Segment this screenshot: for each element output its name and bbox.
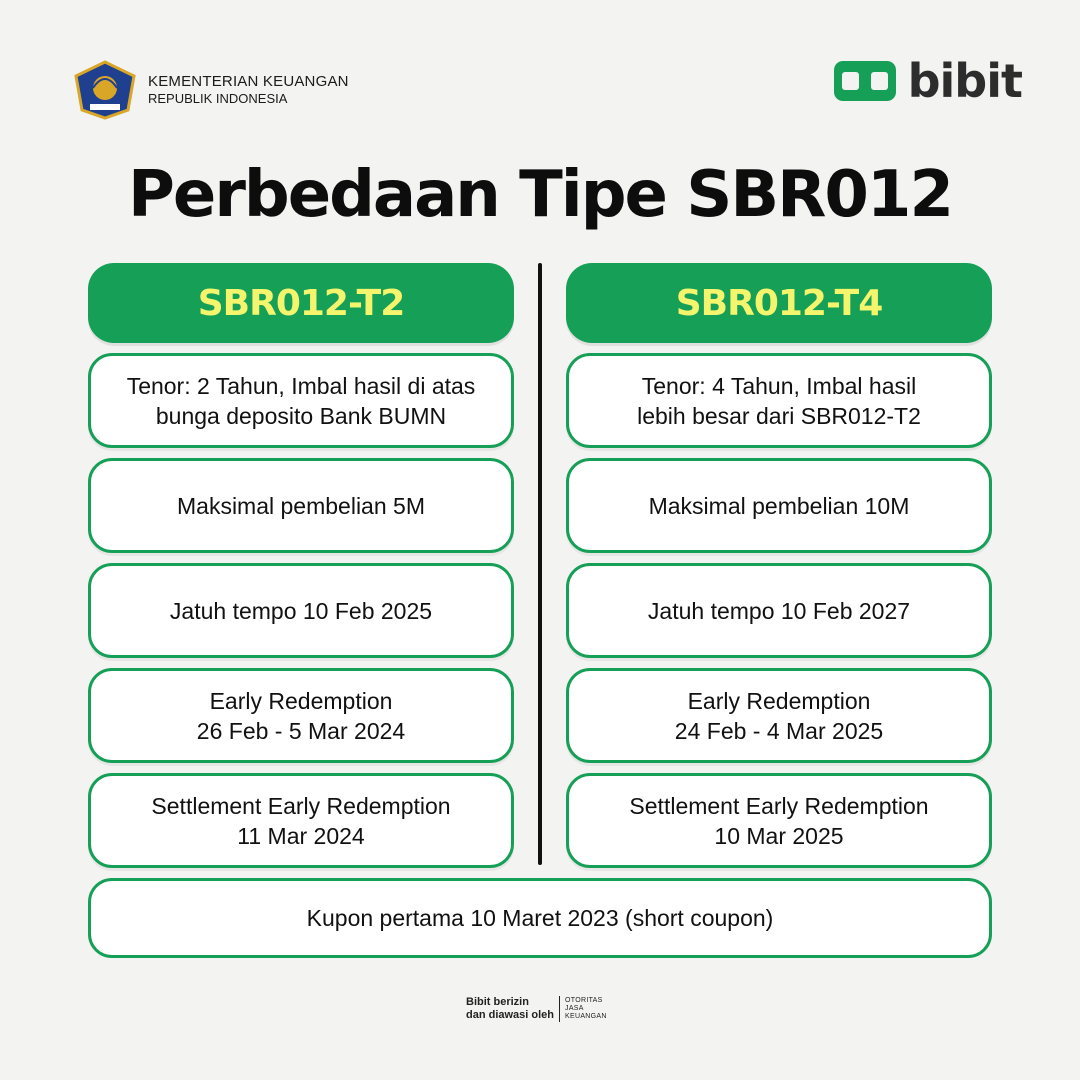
page-title: Perbedaan Tipe SBR012: [128, 158, 952, 232]
card-line: Settlement Early Redemption: [629, 792, 929, 819]
column-sbr012-t4: [566, 263, 992, 868]
kemenkeu-logo: [72, 60, 349, 120]
card-tenor: [566, 353, 992, 448]
coupon-text: Kupon pertama 10 Maret 2023 (short coupon): [306, 904, 774, 931]
card-line: Tenor: 2 Tahun, Imbal hasil di atas: [126, 372, 476, 399]
brand-name: bibit: [907, 54, 1022, 108]
card-line: Settlement Early Redemption: [151, 792, 451, 819]
card-line: Early Redemption: [209, 687, 393, 714]
card-line: Early Redemption: [687, 687, 871, 714]
bibit-logo: [832, 54, 1022, 108]
ministry-name: KEMENTERIAN KEUANGAN: [148, 72, 349, 90]
disclaimer-line: Bibit berizin: [466, 996, 529, 1008]
column-header-t4: [566, 263, 992, 343]
disclaimer-line: dan diawasi oleh: [466, 1009, 555, 1021]
card-line: bunga deposito Bank BUMN: [155, 402, 447, 429]
ojk-logo-line: KEUANGAN: [565, 1013, 607, 1020]
column-header-t2: [88, 263, 514, 343]
kemenkeu-emblem-icon: [72, 60, 138, 120]
card-maturity: [566, 563, 992, 658]
card-tenor: [88, 353, 514, 448]
ministry-subtitle: REPUBLIK INDONESIA: [148, 91, 288, 107]
card-line: 10 Mar 2025: [714, 822, 844, 849]
card-early-redemption: [566, 668, 992, 763]
column-header-label: SBR012-T2: [197, 282, 405, 324]
card-max-purchase: [566, 458, 992, 553]
card-line: Maksimal pembelian 5M: [177, 492, 425, 519]
ojk-logo-line: JASA: [565, 1005, 584, 1012]
card-max-purchase: [88, 458, 514, 553]
card-line: Maksimal pembelian 10M: [648, 492, 910, 519]
card-line: lebih besar dari SBR012-T2: [637, 402, 921, 429]
card-line: 11 Mar 2024: [237, 822, 365, 849]
card-early-redemption: [88, 668, 514, 763]
column-header-label: SBR012-T4: [675, 282, 883, 324]
card-line: Jatuh tempo 10 Feb 2025: [169, 597, 433, 624]
card-line: 26 Feb - 5 Mar 2024: [196, 717, 406, 744]
ojk-disclaimer: [466, 996, 607, 1022]
coupon-card: [88, 878, 992, 958]
card-line: Jatuh tempo 10 Feb 2027: [647, 597, 911, 624]
ojk-separator: [559, 996, 560, 1022]
ojk-logo: [565, 997, 607, 1021]
card-maturity: [88, 563, 514, 658]
column-divider: [538, 263, 542, 865]
bibit-logo-icon: [832, 59, 898, 103]
card-line: 24 Feb - 4 Mar 2025: [674, 717, 884, 744]
ojk-logo-line: OTORITAS: [565, 997, 603, 1004]
card-settlement: [88, 773, 514, 868]
card-settlement: [566, 773, 992, 868]
column-sbr012-t2: [88, 263, 514, 868]
card-line: Tenor: 4 Tahun, Imbal hasil: [641, 372, 917, 399]
